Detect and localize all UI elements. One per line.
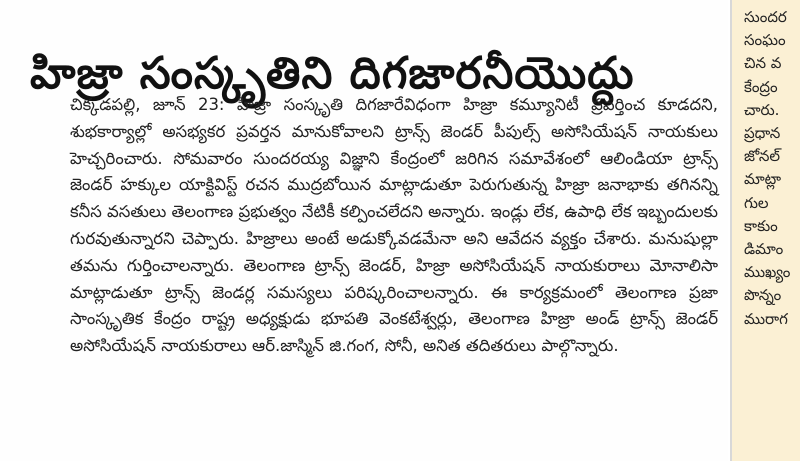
- adjacent-line: గుల: [744, 193, 769, 212]
- adjacent-line: పొన్నం: [744, 286, 782, 305]
- adjacent-line: డిమాం: [744, 240, 784, 259]
- article-headline: హిజ్రా సంస్కృతిని దిగజారనీయొద్దు: [30, 48, 635, 100]
- adjacent-line: కేంద్రం: [744, 77, 778, 96]
- adjacent-line: చారు.: [744, 100, 780, 119]
- adjacent-article-column: [732, 0, 800, 461]
- adjacent-line: మాట్లా: [744, 170, 782, 189]
- adjacent-line: ముఖ్యం: [744, 263, 791, 282]
- adjacent-line: కాకుం: [744, 216, 778, 235]
- adjacent-line: చిన వ: [744, 54, 782, 73]
- adjacent-article-lines: [732, 0, 800, 331]
- adjacent-line: మురాగ: [744, 309, 788, 328]
- adjacent-line: సంఘం: [744, 31, 786, 50]
- adjacent-line: జోనల్: [744, 147, 781, 166]
- adjacent-line: సుందర: [744, 8, 787, 26]
- adjacent-line: ప్రధాన: [744, 124, 781, 143]
- article-body: చిక్కడపల్లి, జూన్ 23: హిజ్రా సంస్కృతి దిగజారేవిధంగా హిజ్రా కమ్యూనిటీ ప్రవర్తించ కూడదని, శుభకార్యాల్లో అసభ్యకర ప్రవర్తన మానుకోవాలని ట్రాన్స్ జెండర్ పీపుల్స్ అసోసియేషన్ నాయకులు హెచ్చరించారు. సోమవారం సుందరయ్య విజ్ఞాని కేంద్రంలో జరిగిన సమావేశంలో ఆలిండియా ట్రాన్స్ జెండర్ హక్కుల యాక్టివిస్ట్ రచన ముద్రబోయిన మాట్లాడుతూ పెరుగుతున్న హిజ్రా జనాభాకు తగినన్ని కనీస వసతులు తెలంగాణ ప్రభుత్వం నేటికీ కల్పించలేదని అన్నారు. ఇండ్లు లేక, ఉపాధి లేక ఇబ్బందులకు గురవుతున్నారని చెప్పారు. హిజ్రాలు అంటే అడుక్కోవడమేనా అని ఆవేదన వ్యక్తం చేశారు. మనుషుల్లా తమను గుర్తించాలన్నారు. తెలంగాణ ట్రాన్స్ జెండర్, హిజ్రా అసోసియేషన్ నాయకురాలు మోనాలిసా మాట్లాడుతూ ట్రాన్స్ జెండర్ల సమస్యలు పరిష్కరించాలన్నారు. ఈ కార్యక్రమంలో తెలంగాణ ప్రజా సాంస్కృతిక కేంద్రం రాష్ట్ర అధ్యక్షుడు భూపతి వెంకటేశ్వర్లు, తెలంగాణ హిజ్రా అండ్ ట్రాన్స్ జెండర్ అసోసియేషన్ నాయకురాలు ఆర్.జాస్మిన్ జి.గంగ, సోనీ, అనిత తదితరులు పాల్గొన్నారు.: [70, 95, 718, 356]
